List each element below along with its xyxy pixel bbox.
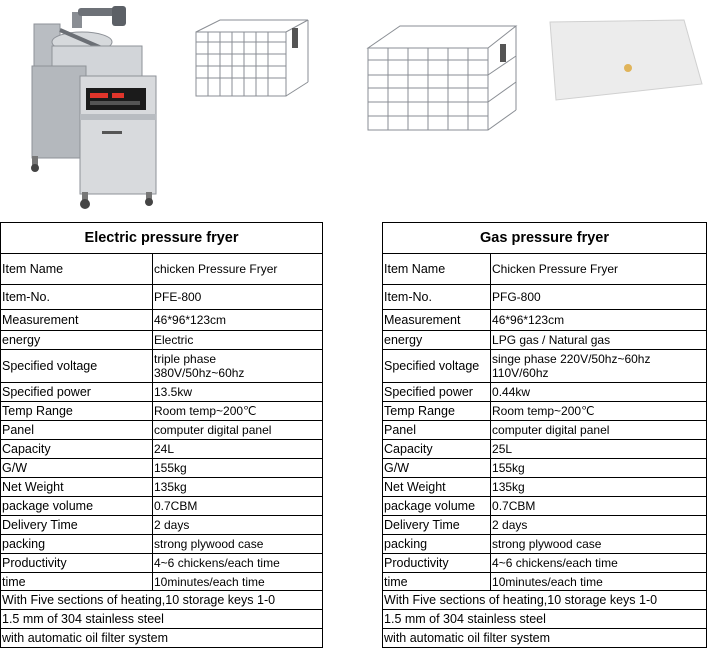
electric-label: time (1, 573, 153, 591)
spec-row (1, 478, 707, 497)
electric-value: 46*96*123cm (153, 310, 323, 331)
electric-label: Specified voltage (1, 350, 153, 383)
electric-label: Net Weight (1, 478, 153, 497)
electric-value: 24L (153, 440, 323, 459)
column-gap (323, 535, 383, 554)
electric-value: 2 days (153, 516, 323, 535)
column-gap (323, 383, 383, 402)
gas-value: 2 days (491, 516, 707, 535)
gas-label: Specified voltage (383, 350, 491, 383)
electric-label: Panel (1, 421, 153, 440)
electric-label: packing (1, 535, 153, 554)
gas-label: Item Name (383, 254, 491, 285)
electric-value: 0.7CBM (153, 497, 323, 516)
note-row (1, 591, 707, 610)
gas-value: 25L (491, 440, 707, 459)
gas-label: Temp Range (383, 402, 491, 421)
column-gap (323, 285, 383, 310)
basket-rack-image (360, 20, 520, 140)
spec-row (1, 573, 707, 591)
gas-value-line: 110V/60hz (492, 366, 549, 380)
electric-value: 4~6 chickens/each time (153, 554, 323, 573)
electric-label: Delivery Time (1, 516, 153, 535)
gas-label: Capacity (383, 440, 491, 459)
gas-label: package volume (383, 497, 491, 516)
gas-value: 0.7CBM (491, 497, 707, 516)
gas-note: with automatic oil filter system (383, 629, 707, 648)
electric-header: Electric pressure fryer (1, 223, 323, 254)
gas-value (491, 350, 707, 383)
gas-value: Room temp~200℃ (491, 402, 707, 421)
electric-value: PFE-800 (153, 285, 323, 310)
column-gap (323, 554, 383, 573)
electric-label: Specified power (1, 383, 153, 402)
gas-note: 1.5 mm of 304 stainless steel (383, 610, 707, 629)
gas-value: 135kg (491, 478, 707, 497)
column-gap (323, 350, 383, 383)
column-gap (323, 516, 383, 535)
filter-paper-image (546, 18, 706, 102)
gas-value: 10minutes/each time (491, 573, 707, 591)
column-gap (323, 478, 383, 497)
gas-label: Delivery Time (383, 516, 491, 535)
gas-label: Item-No. (383, 285, 491, 310)
electric-note: With Five sections of heating,10 storage keys 1-0 (1, 591, 323, 610)
note-row (1, 629, 707, 648)
electric-value: strong plywood case (153, 535, 323, 554)
spec-row (1, 421, 707, 440)
column-gap (323, 440, 383, 459)
electric-value (153, 350, 323, 383)
electric-label: Measurement (1, 310, 153, 331)
header-row (1, 223, 707, 254)
electric-label: Item-No. (1, 285, 153, 310)
gas-value-line: singe phase 220V/50hz~60hz (492, 352, 651, 366)
column-gap (323, 573, 383, 591)
spec-row (1, 285, 707, 310)
gas-value: 4~6 chickens/each time (491, 554, 707, 573)
gas-value: PFG-800 (491, 285, 707, 310)
column-gap (323, 331, 383, 350)
spec-row (1, 535, 707, 554)
gas-value: strong plywood case (491, 535, 707, 554)
column-gap (323, 459, 383, 478)
electric-value: 135kg (153, 478, 323, 497)
electric-value: 10minutes/each time (153, 573, 323, 591)
column-gap (323, 402, 383, 421)
column-gap (323, 421, 383, 440)
gas-label: Panel (383, 421, 491, 440)
fryer-basket-image (190, 18, 310, 102)
electric-value-line: triple phase (154, 352, 217, 366)
spec-row (1, 254, 707, 285)
column-gap (323, 497, 383, 516)
column-gap (323, 223, 383, 254)
gas-label: Productivity (383, 554, 491, 573)
electric-note: 1.5 mm of 304 stainless steel (1, 610, 323, 629)
electric-value: Electric (153, 331, 323, 350)
gas-label: Specified power (383, 383, 491, 402)
spec-row (1, 383, 707, 402)
product-photos (0, 0, 708, 222)
electric-value: chicken Pressure Fryer (153, 254, 323, 285)
electric-label: Temp Range (1, 402, 153, 421)
electric-value-line: 380V/50hz~60hz (154, 366, 245, 380)
column-gap (323, 610, 383, 629)
spec-row (1, 310, 707, 331)
gas-label: G/W (383, 459, 491, 478)
column-gap (323, 591, 383, 610)
column-gap (323, 310, 383, 331)
spec-row (1, 516, 707, 535)
gas-value: computer digital panel (491, 421, 707, 440)
gas-label: packing (383, 535, 491, 554)
gas-header: Gas pressure fryer (383, 223, 707, 254)
spec-row (1, 554, 707, 573)
pressure-fryer-image (20, 6, 160, 214)
electric-label: package volume (1, 497, 153, 516)
gas-note: With Five sections of heating,10 storage keys 1-0 (383, 591, 707, 610)
spec-row (1, 497, 707, 516)
column-gap (323, 254, 383, 285)
gas-label: time (383, 573, 491, 591)
gas-label: Net Weight (383, 478, 491, 497)
spec-row (1, 402, 707, 421)
spec-row (1, 440, 707, 459)
gas-value: 46*96*123cm (491, 310, 707, 331)
electric-label: Capacity (1, 440, 153, 459)
note-row (1, 610, 707, 629)
electric-label: Productivity (1, 554, 153, 573)
column-gap (323, 629, 383, 648)
electric-value: computer digital panel (153, 421, 323, 440)
spec-table (0, 222, 707, 648)
gas-value: 155kg (491, 459, 707, 478)
gas-label: energy (383, 331, 491, 350)
gas-value: LPG gas / Natural gas (491, 331, 707, 350)
electric-value: Room temp~200℃ (153, 402, 323, 421)
gas-value: Chicken Pressure Fryer (491, 254, 707, 285)
gas-value: 0.44kw (491, 383, 707, 402)
electric-label: energy (1, 331, 153, 350)
electric-value: 13.5kw (153, 383, 323, 402)
spec-row (1, 459, 707, 478)
electric-label: Item Name (1, 254, 153, 285)
electric-value: 155kg (153, 459, 323, 478)
gas-label: Measurement (383, 310, 491, 331)
spec-row (1, 350, 707, 383)
spec-row (1, 331, 707, 350)
electric-note: with automatic oil filter system (1, 629, 323, 648)
electric-label: G/W (1, 459, 153, 478)
